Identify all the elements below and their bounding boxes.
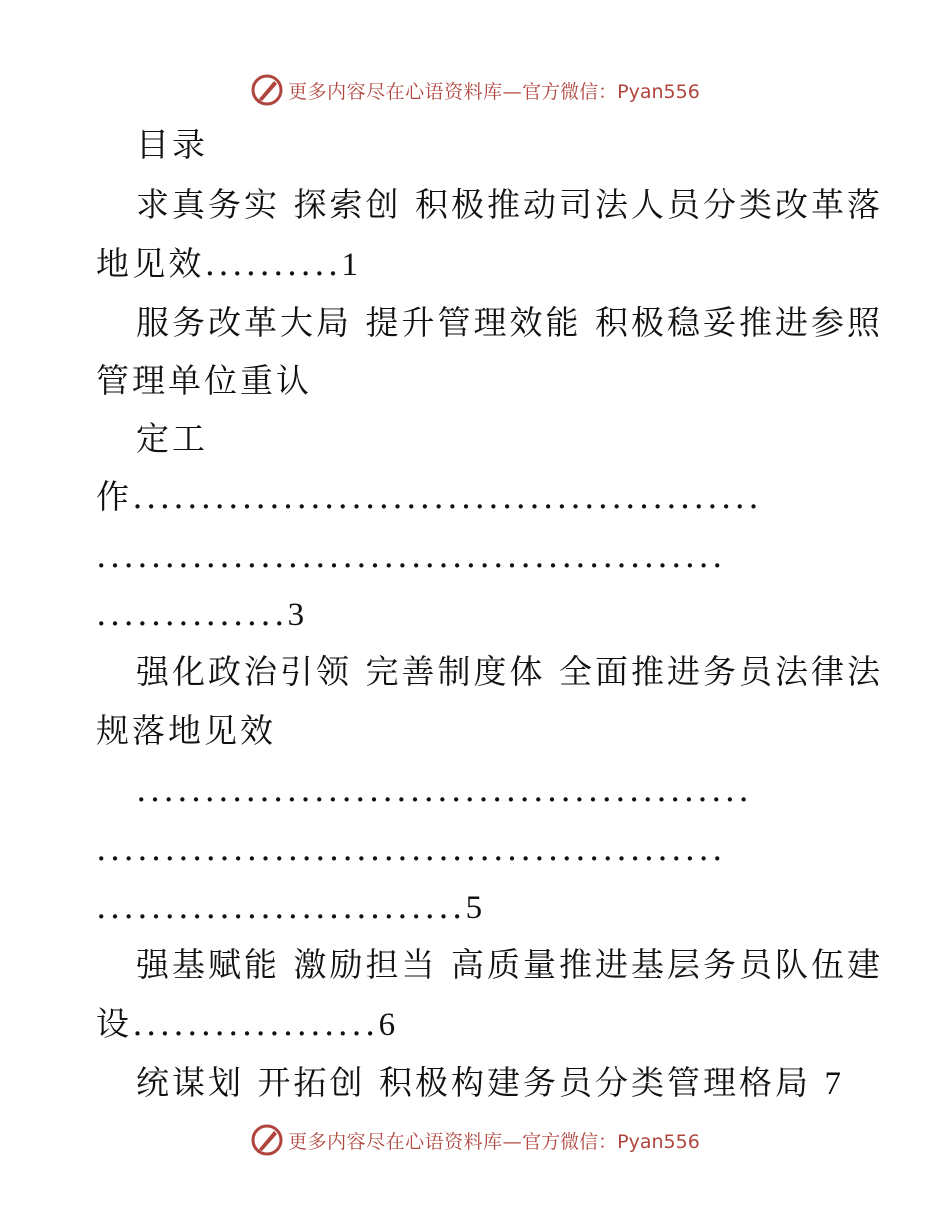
watermark-banner-top — [0, 70, 950, 110]
toc-entry-4-page: 6 — [378, 1007, 399, 1043]
pen-logo-icon — [250, 73, 284, 107]
toc-entry-1-line-1: 求真务实 探索创 积极推动司法人员分类改革落 — [136, 185, 883, 224]
toc-entry-4-line-1: 强基赋能 激励担当 高质量推进基层务员队伍建 — [136, 945, 883, 984]
toc-entry-2-line-3: 定工 — [136, 419, 208, 458]
watermark-text: 更多内容尽在心语资料库— — [288, 80, 523, 103]
toc-heading: 目录 — [136, 125, 208, 164]
toc-entry-3-line-4: .............................................. — [96, 829, 726, 868]
toc-entry-5-line-1: 统谋划 开拓创 积极构建务员分类管理格局 7 — [136, 1063, 844, 1102]
toc-entry-2-page: 3 — [287, 597, 308, 633]
toc-entry-5-page: 7 — [824, 1066, 844, 1102]
toc-entry-2-line-6: ..............3 — [96, 594, 308, 633]
watermark-text: 更多内容尽在心语资料库— — [288, 1130, 523, 1153]
toc-entry-2-line-2: 管理单位重认 — [96, 361, 312, 400]
pen-logo-icon — [250, 1123, 284, 1157]
toc-entry-3-line-3: ............................................. — [136, 770, 753, 809]
toc-entry-3-page: 5 — [465, 890, 486, 926]
toc-entry-3-line-5: ...........................5 — [96, 887, 486, 926]
watermark-wechat: 官方微信：Pyan556 — [522, 1130, 700, 1153]
toc-entry-4-line-2: 设..................6 — [96, 1004, 399, 1043]
toc-entry-3-line-1: 强化政治引领 完善制度体 全面推进务员法律法 — [136, 652, 883, 691]
watermark-wechat: 官方微信：Pyan556 — [522, 80, 700, 103]
toc-entry-2-line-1: 服务改革大局 提升管理效能 积极稳妥推进参照 — [136, 303, 883, 342]
toc-entry-1-page: 1 — [341, 247, 361, 283]
toc-entry-2-line-4: 作.............................................. — [96, 477, 762, 516]
toc-entry-1-line-2: 地见效..........1 — [96, 244, 361, 283]
toc-entry-2-line-5: .............................................. — [96, 536, 726, 575]
toc-entry-3-line-2: 规落地见效 — [96, 711, 276, 750]
watermark-banner-bottom — [0, 1120, 950, 1160]
